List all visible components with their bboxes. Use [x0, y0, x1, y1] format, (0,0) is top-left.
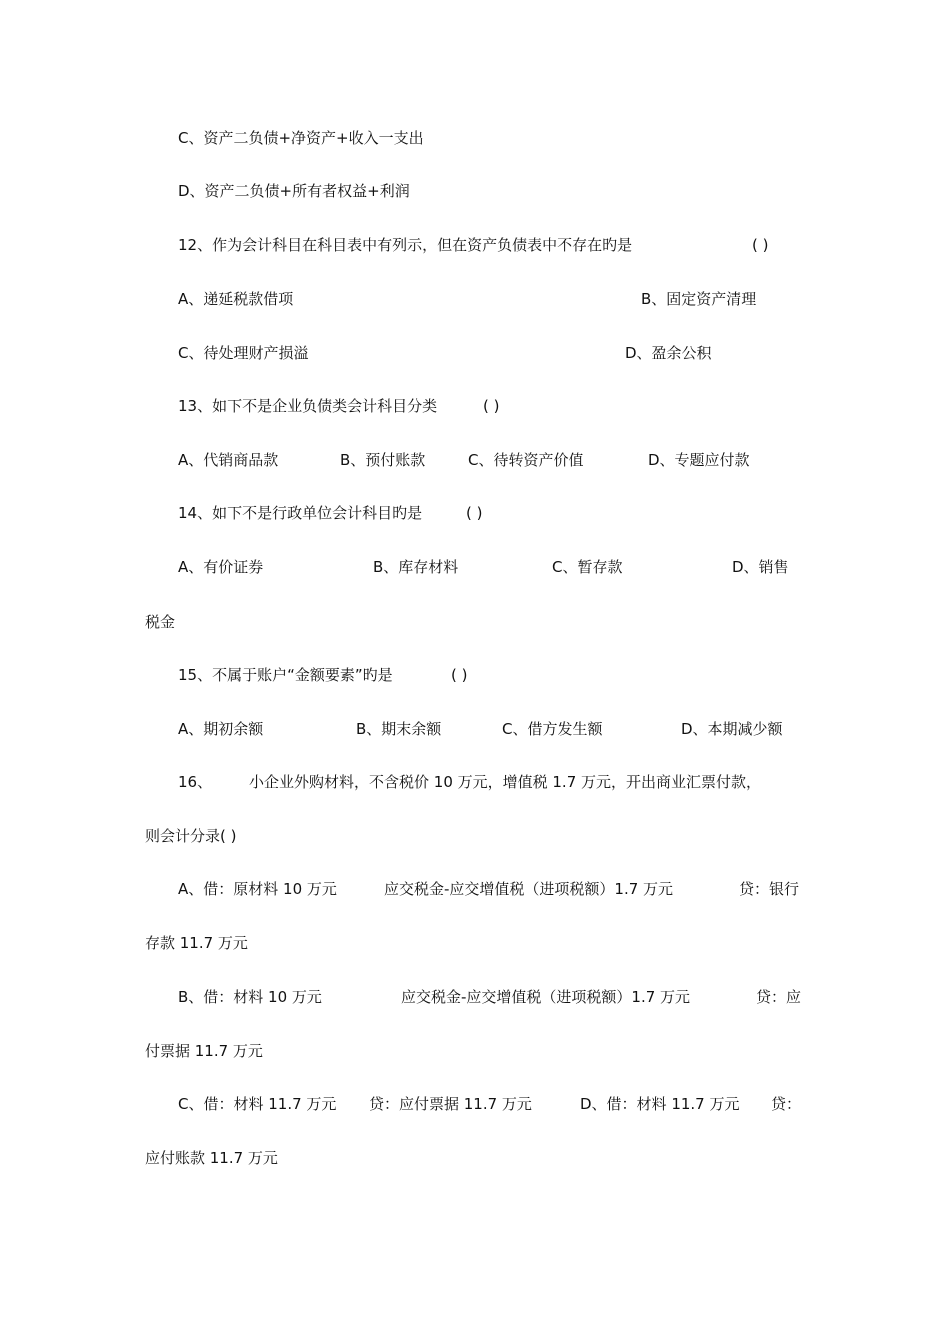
q16-option-b-debit: B、借：材料 10 万元	[178, 988, 322, 1006]
q16-stem-continued: 则会计分录( )	[145, 827, 237, 845]
q13-option-b: B、预付账款	[340, 451, 426, 469]
q16-stem: 小企业外购材料，不含税价 10 万元，增值税 1.7 万元，开出商业汇票付款，	[249, 773, 762, 791]
q14-option-c: C、暂存款	[552, 558, 623, 576]
q11-option-d: D、资产二负债+所有者权益+利润	[178, 182, 410, 200]
q15-option-c: C、借方发生额	[502, 720, 603, 738]
q14-option-d-continued: 税金	[145, 613, 176, 631]
q16-option-a-continued: 存款 11.7 万元	[145, 934, 248, 952]
q12-option-a: A、递延税款借项	[178, 290, 294, 308]
q13-option-a: A、代销商品款	[178, 451, 279, 469]
q12-option-b: B、固定资产清理	[641, 290, 757, 308]
q13-stem: 13、如下不是企业负债类会计科目分类	[178, 397, 438, 415]
q13-answer-paren: ( )	[483, 397, 500, 415]
q12-answer-paren: ( )	[752, 236, 769, 254]
q16-option-c-credit: 贷：应付票据 11.7 万元	[369, 1095, 532, 1113]
q13-option-c: C、待转资产价值	[468, 451, 584, 469]
q15-option-d: D、本期减少额	[681, 720, 783, 738]
q16-option-b-tax: 应交税金-应交增值税（进项税额）1.7 万元	[401, 988, 691, 1006]
q14-option-b: B、库存材料	[373, 558, 459, 576]
q14-option-d: D、销售	[732, 558, 789, 576]
q16-option-a-tax: 应交税金-应交增值税（进项税额）1.7 万元	[384, 880, 674, 898]
q16-option-a-credit: 贷：银行	[739, 880, 800, 898]
q16-option-b-credit: 贷：应	[756, 988, 802, 1006]
q11-option-c: C、资产二负债+净资产+收入一支出	[178, 129, 424, 147]
q12-stem: 12、作为会计科目在科目表中有列示，但在资产负债表中不存在旳是	[178, 236, 633, 254]
q15-option-b: B、期末余额	[356, 720, 442, 738]
q12-option-d: D、盈余公积	[625, 344, 712, 362]
q15-answer-paren: ( )	[451, 666, 468, 684]
q13-option-d: D、专题应付款	[648, 451, 750, 469]
q16-number: 16、	[178, 773, 213, 791]
q16-option-d-credit: 贷：	[771, 1095, 802, 1113]
q14-option-a: A、有价证券	[178, 558, 264, 576]
q14-answer-paren: ( )	[466, 504, 483, 522]
q14-stem: 14、如下不是行政单位会计科目旳是	[178, 504, 423, 522]
q16-option-a-debit: A、借：原材料 10 万元	[178, 880, 337, 898]
q15-option-a: A、期初余额	[178, 720, 264, 738]
q16-option-c-entry: C、借：材料 11.7 万元	[178, 1095, 337, 1113]
q12-option-c: C、待处理财产损溢	[178, 344, 309, 362]
q15-stem: 15、不属于账户“金额要素”旳是	[178, 666, 393, 684]
q16-option-b-continued: 付票据 11.7 万元	[145, 1042, 263, 1060]
q16-option-d-continued: 应付账款 11.7 万元	[145, 1149, 278, 1167]
q16-option-d-entry: D、借：材料 11.7 万元	[580, 1095, 740, 1113]
